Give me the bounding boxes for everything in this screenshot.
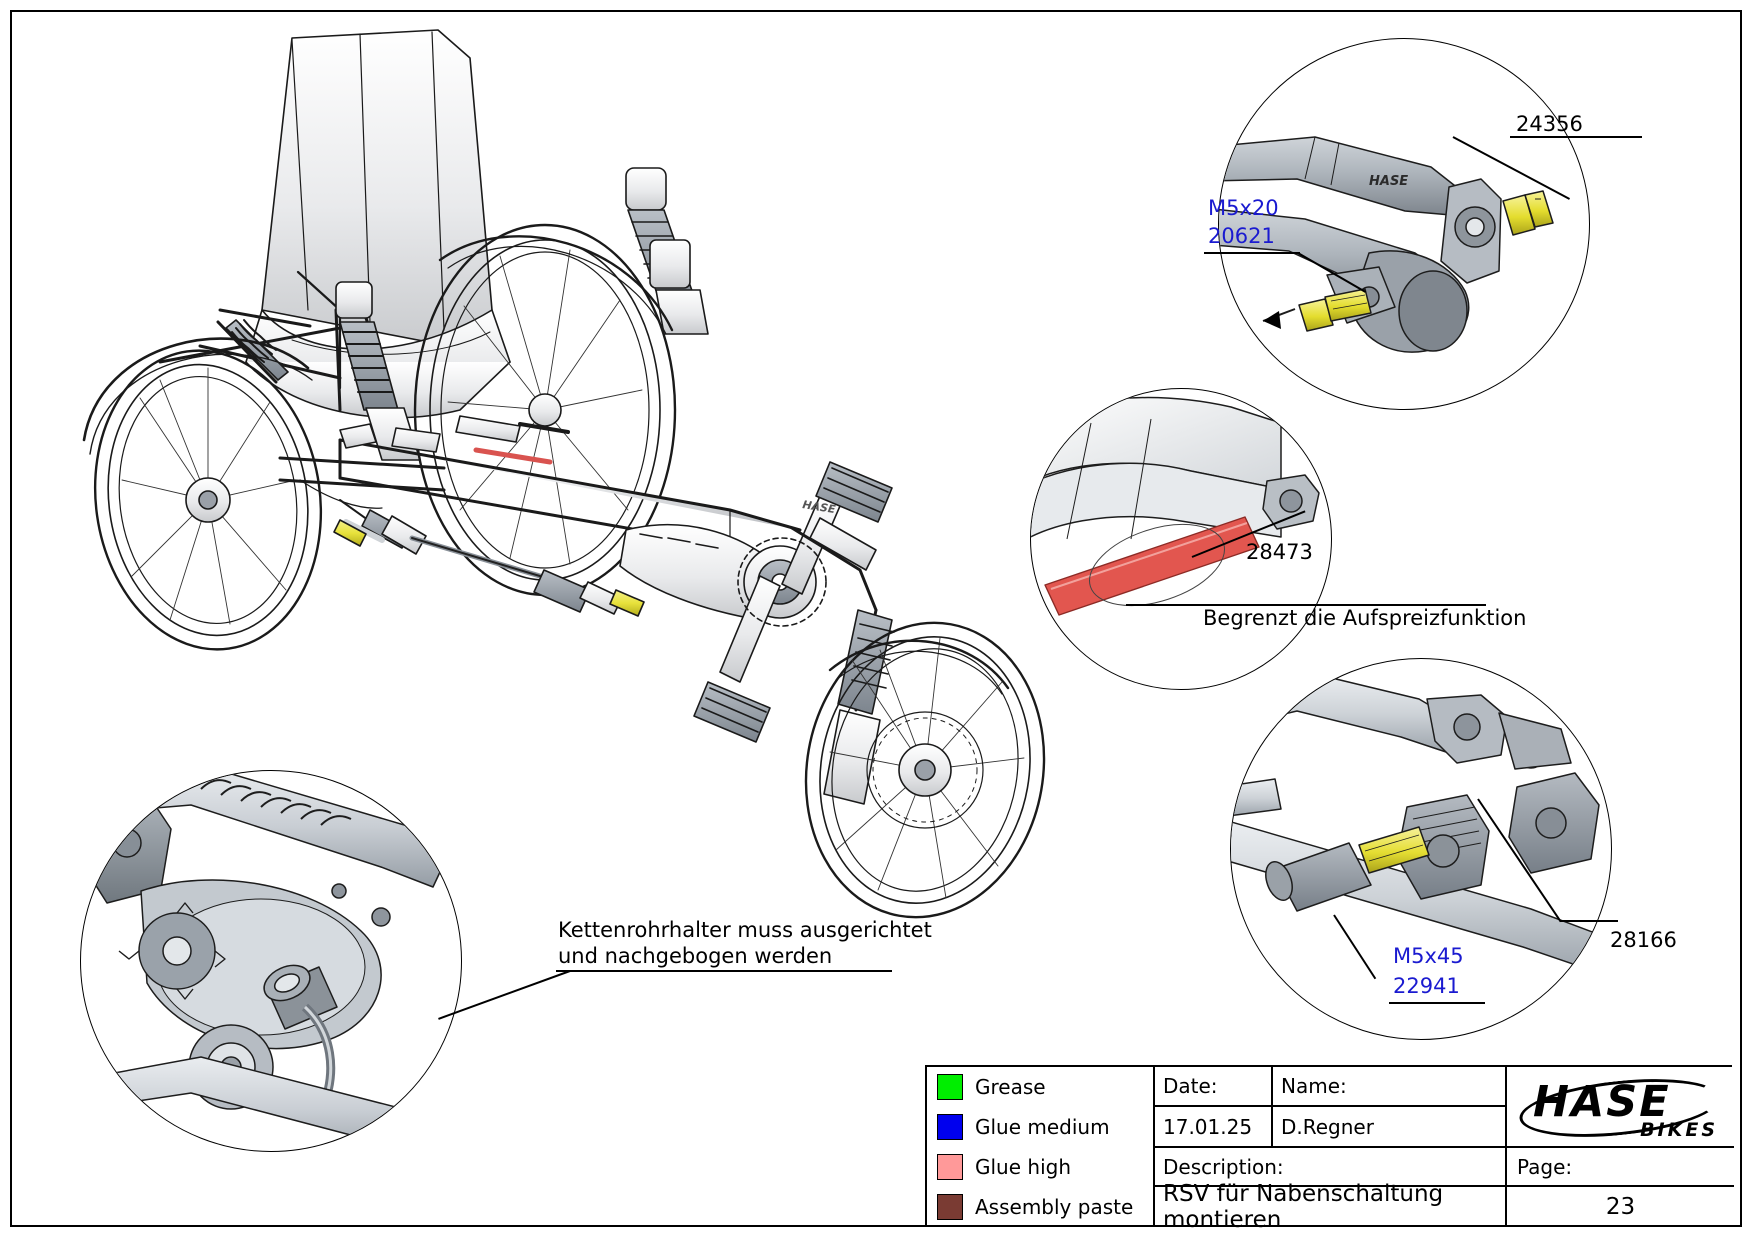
legend-item-assembly-paste [927, 1187, 1153, 1227]
date-value: 17.01.25 [1155, 1107, 1273, 1148]
description-header: Description: [1155, 1148, 1505, 1187]
callout-underline-20621 [1204, 252, 1300, 254]
detail-view-bottom-left [80, 770, 462, 1152]
label-kettenrohrhalter-line1: Kettenrohrhalter muss ausgerichtet [558, 918, 932, 942]
name-header: Name: [1273, 1067, 1505, 1107]
legend-item-glue-high [927, 1147, 1153, 1187]
frame-brand-text: HASE [801, 498, 837, 517]
legend-label-assembly-paste: Assembly paste [975, 1195, 1134, 1219]
legend-label-grease: Grease [975, 1075, 1046, 1099]
legend-label-glue-high: Glue high [975, 1155, 1071, 1179]
callout-line-24356 [1510, 136, 1642, 138]
label-kettenrohrhalter-line2: und nachgebogen werden [558, 944, 833, 968]
label-22941: 22941 [1393, 974, 1460, 998]
label-m5x45-spec: M5x45 [1393, 944, 1464, 968]
page-header: Page: [1505, 1148, 1734, 1187]
svg-text:HASE: HASE [1369, 174, 1409, 189]
label-28166: 28166 [1610, 928, 1677, 952]
logo-subtext: BIKES [1640, 1119, 1718, 1141]
page-value: 23 [1505, 1187, 1734, 1227]
title-block-fields [1155, 1067, 1505, 1233]
legend-panel [927, 1067, 1155, 1227]
legend-label-glue-medium: Glue medium [975, 1115, 1110, 1139]
callout-line-28166 [1560, 920, 1618, 922]
title-block [925, 1065, 1732, 1233]
label-24356: 24356 [1516, 112, 1583, 136]
label-aufspreiz-note: Begrenzt die Aufspreizfunktion [1203, 606, 1527, 630]
label-28473: 28473 [1246, 540, 1313, 564]
legend-swatch-glue-medium [937, 1114, 963, 1140]
label-m5x20-spec: M5x20 [1208, 196, 1279, 220]
logo-text: HASE [1533, 1077, 1671, 1127]
legend-swatch-assembly-paste [937, 1194, 963, 1220]
legend-item-grease [927, 1067, 1153, 1107]
detail-middle-graphic [1031, 389, 1331, 689]
name-value: D.Regner [1273, 1107, 1505, 1148]
detail-view-middle [1030, 388, 1332, 690]
legend-item-glue-medium [927, 1107, 1153, 1147]
legend-swatch-grease [937, 1074, 963, 1100]
label-20621: 20621 [1208, 224, 1275, 248]
callout-underline-22941 [1389, 1002, 1485, 1004]
callout-line-kettenrohrhalter [556, 970, 892, 972]
date-header: Date: [1155, 1067, 1273, 1107]
detail-bottom-left-graphic [81, 771, 461, 1151]
legend-swatch-glue-high [937, 1154, 963, 1180]
company-logo [1505, 1067, 1734, 1148]
description-value: RSV für Nabenschaltung montieren [1163, 1181, 1444, 1233]
